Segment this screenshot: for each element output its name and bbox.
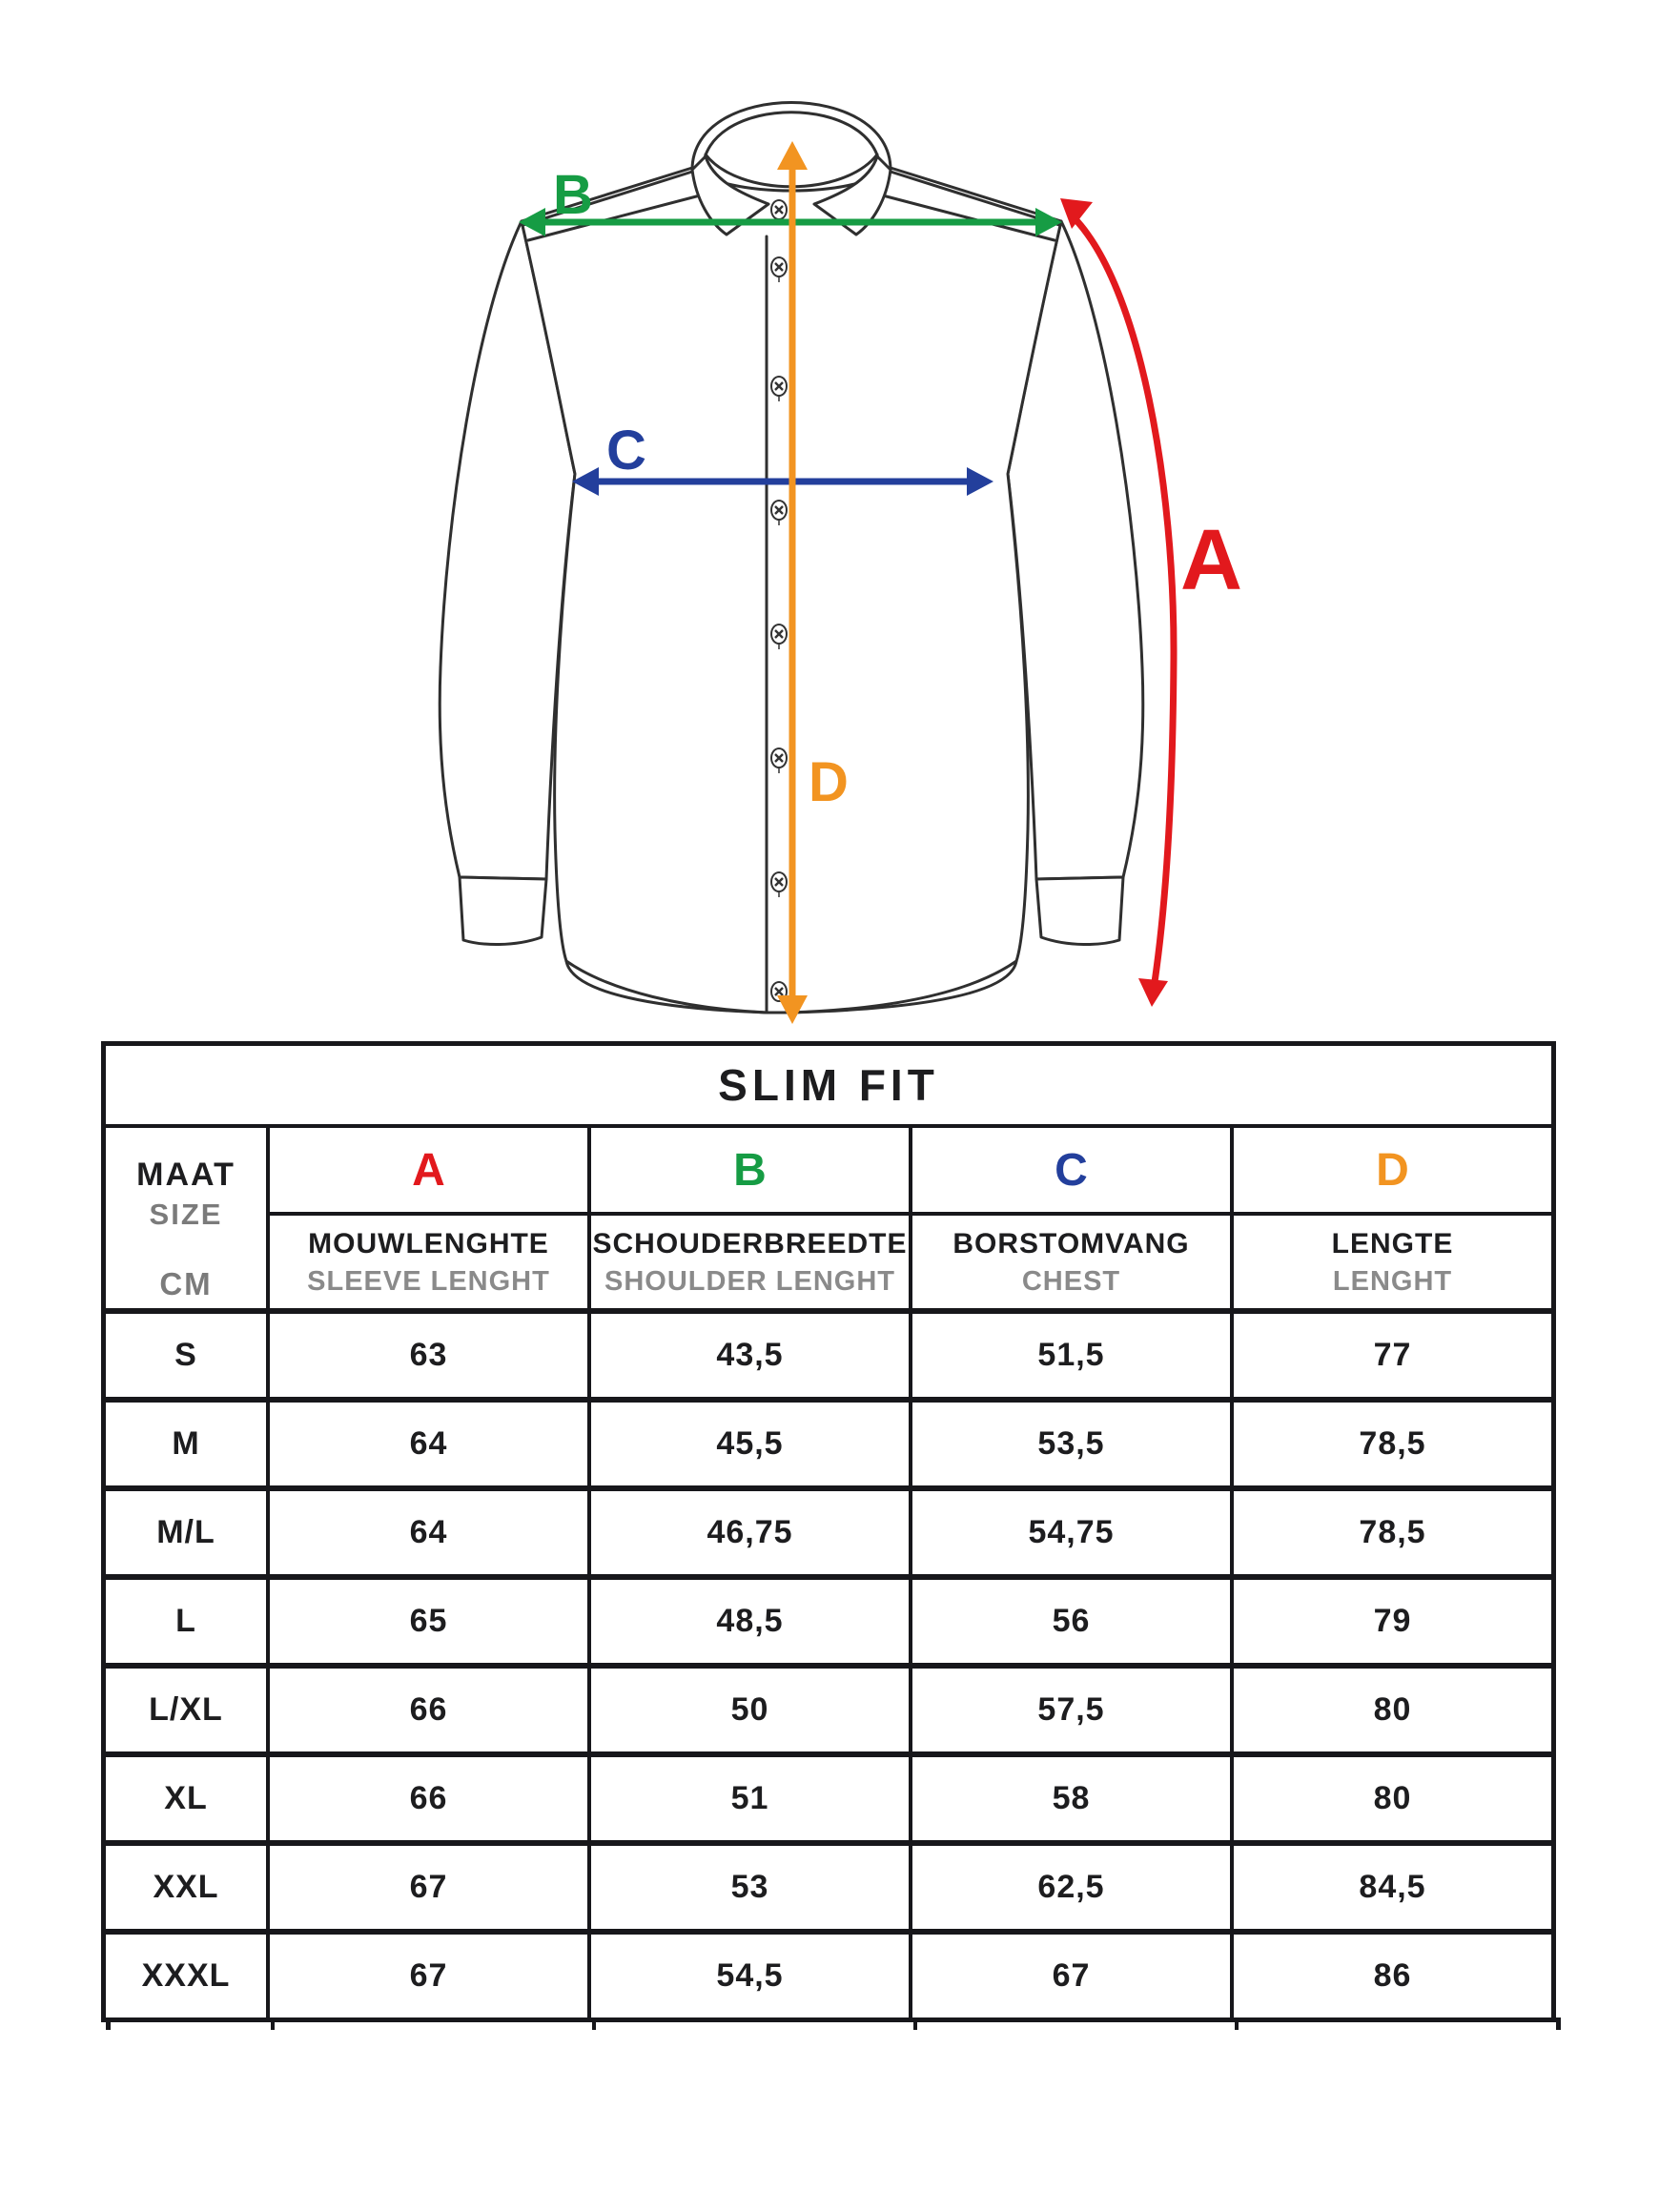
column-label-c-nl: BORSTOMVANG (952, 1228, 1190, 1260)
arrowhead-bottom (1138, 978, 1168, 1007)
value-a: 65 (266, 1580, 587, 1663)
size-cell: S (174, 1337, 197, 1373)
value-d: 78,5 (1230, 1491, 1551, 1574)
shirt-right-cuff (1036, 877, 1123, 945)
value-d: 84,5 (1230, 1846, 1551, 1929)
column-label-d-nl: LENGTE (1331, 1228, 1454, 1260)
value-c: 58 (909, 1757, 1230, 1840)
column-label-b (587, 1216, 909, 1308)
column-label-a-en: SLEEVE LENGHT (307, 1266, 550, 1297)
table-row (106, 1663, 1551, 1751)
value-c: 53,5 (909, 1403, 1230, 1485)
value-d: 80 (1230, 1669, 1551, 1751)
size-cell: XL (164, 1780, 208, 1816)
table-border-stub (1235, 2017, 1239, 2030)
value-a: 64 (266, 1403, 587, 1485)
value-b: 50 (587, 1669, 909, 1751)
column-letter-b: B (587, 1128, 909, 1216)
value-b: 48,5 (587, 1580, 909, 1663)
value-b: 54,5 (587, 1935, 909, 2017)
size-cell: L/XL (149, 1691, 223, 1728)
corner-size-label: SIZE (149, 1198, 223, 1231)
shirt-measurement-diagram (0, 0, 1659, 1044)
value-b: 43,5 (587, 1314, 909, 1397)
value-b: 45,5 (587, 1403, 909, 1485)
value-b: 53 (587, 1846, 909, 1929)
value-c: 57,5 (909, 1669, 1230, 1751)
size-cell: XXXL (141, 1957, 231, 1994)
arrowhead-up (777, 141, 808, 170)
table-header (106, 1128, 1551, 1308)
column-label-c (909, 1216, 1230, 1308)
table-corner-cell (106, 1128, 266, 1308)
value-a: 64 (266, 1491, 587, 1574)
column-label-d-en: LENGHT (1332, 1266, 1453, 1297)
value-d: 79 (1230, 1580, 1551, 1663)
column-label-a-nl: MOUWLENGHTE (308, 1228, 549, 1260)
label-b: B (553, 164, 593, 226)
value-a: 66 (266, 1669, 587, 1751)
value-a: 67 (266, 1846, 587, 1929)
value-b: 51 (587, 1757, 909, 1840)
column-letter-c: C (909, 1128, 1230, 1216)
table-row (106, 1840, 1551, 1929)
column-label-b-nl: SCHOUDERBREEDTE (592, 1228, 908, 1260)
table-title: SLIM FIT (106, 1046, 1551, 1128)
label-a: A (1180, 513, 1242, 608)
value-a: 67 (266, 1935, 587, 2017)
column-label-c-en: CHEST (1021, 1266, 1121, 1297)
shirt-left-cuff (460, 877, 546, 945)
column-letter-d: D (1230, 1128, 1551, 1216)
value-d: 78,5 (1230, 1403, 1551, 1485)
value-d: 77 (1230, 1314, 1551, 1397)
value-b: 46,75 (587, 1491, 909, 1574)
size-cell: M/L (156, 1514, 215, 1550)
value-c: 51,5 (909, 1314, 1230, 1397)
size-cell: L (175, 1603, 196, 1639)
value-a: 66 (266, 1757, 587, 1840)
table-row (106, 1485, 1551, 1574)
table-row (106, 1308, 1551, 1397)
value-c: 62,5 (909, 1846, 1230, 1929)
label-d: D (809, 751, 849, 813)
value-a: 63 (266, 1314, 587, 1397)
corner-maat-label: MAAT (136, 1157, 236, 1193)
table-row (106, 1574, 1551, 1663)
table-border-stub (106, 2017, 111, 2030)
table-row (106, 1929, 1551, 2017)
label-c: C (606, 420, 646, 481)
value-d: 80 (1230, 1757, 1551, 1840)
table-border-stub (271, 2017, 275, 2030)
table-border-stub (1556, 2017, 1561, 2030)
value-c: 54,75 (909, 1491, 1230, 1574)
size-cell: XXL (153, 1869, 219, 1905)
table-row (106, 1397, 1551, 1485)
column-label-b-en: SHOULDER LENGHT (604, 1266, 895, 1297)
size-cell: M (172, 1425, 200, 1462)
column-label-a (266, 1216, 587, 1308)
value-c: 67 (909, 1935, 1230, 2017)
column-label-d (1230, 1216, 1551, 1308)
column-letter-a: A (266, 1128, 587, 1216)
table-border-stub (913, 2017, 917, 2030)
table-row (106, 1751, 1551, 1840)
size-table (101, 1041, 1556, 2022)
value-d: 86 (1230, 1935, 1551, 2017)
table-border-stub (592, 2017, 596, 2030)
value-c: 56 (909, 1580, 1230, 1663)
corner-unit-label: CM (159, 1266, 213, 1301)
